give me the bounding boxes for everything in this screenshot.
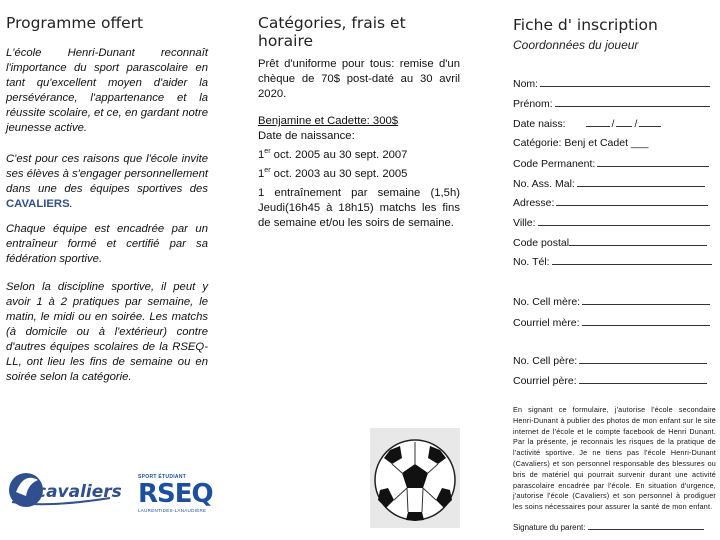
- naiss-day[interactable]: [586, 117, 610, 127]
- player-info-subtitle: Coordonnées du joueur: [513, 38, 639, 52]
- postal-line[interactable]: [569, 236, 707, 246]
- birth-date-label: Date de naissance:: [258, 130, 355, 142]
- cavaliers-name: CAVALIERS: [6, 198, 70, 210]
- adresse-line[interactable]: [556, 196, 708, 206]
- range2-day: 1: [258, 167, 265, 180]
- invite-text: C'est pour ces raisons que l'école invite ses élèves à s'engager personnellement dans une des équipes sportives des: [6, 153, 208, 195]
- programme-title: Programme offert: [6, 14, 144, 32]
- invite-end: .: [69, 198, 73, 210]
- category-fee: Benjamine et Cadette: 300$: [258, 115, 399, 127]
- field-categorie[interactable]: Catégorie: Benj et Cadet ___: [513, 137, 649, 149]
- cellp-label: No. Cell père:: [513, 355, 578, 367]
- cavaliers-logo: [6, 462, 122, 520]
- prenom-line[interactable]: [555, 97, 710, 107]
- range1-text: oct. 2005 au 30 sept. 2007: [270, 148, 408, 161]
- signature-line[interactable]: [588, 522, 704, 530]
- ass-line[interactable]: [577, 177, 705, 187]
- range2-text: oct. 2003 au 30 sept. 2005: [270, 167, 408, 180]
- field-tel[interactable]: [513, 255, 712, 268]
- field-code-postal[interactable]: [513, 236, 707, 249]
- rseq-logo-bottom: LAURENTIDES-LANAUDIÈRE: [138, 508, 207, 513]
- field-adresse[interactable]: [513, 196, 708, 209]
- field-ass-mal[interactable]: [513, 177, 705, 190]
- rseq-logo-text: RSEQ: [138, 479, 213, 509]
- ville-line[interactable]: [538, 216, 710, 226]
- naiss-label: Date naiss:: [513, 118, 566, 130]
- inscription-title: Fiche d' inscription: [513, 16, 658, 34]
- category-block: [258, 114, 460, 182]
- field-nom[interactable]: [513, 77, 710, 90]
- field-courriel-mere[interactable]: [513, 316, 710, 329]
- field-cell-mere[interactable]: [513, 295, 710, 308]
- birth-range-2: [258, 163, 460, 182]
- range1-day: 1: [258, 148, 265, 161]
- prenom-label: Prénom:: [513, 98, 553, 110]
- nom-label: Nom:: [513, 78, 539, 90]
- programme-intro: L'école Henri-Dunant reconnaît l'importance du sport parascolaire en tant qu'excellent moyen d'aider la persévérance, l'appartenance et la réussite scolaire, et ce, en gardant notre jeunesse active.: [6, 47, 208, 134]
- ville-label: Ville:: [513, 217, 536, 229]
- programme-coach: Chaque équipe est encadrée par un entraîneur formé et certifié par sa fédération sportive.: [6, 223, 208, 265]
- field-cell-pere[interactable]: [513, 354, 707, 367]
- field-date-naiss[interactable]: Date naiss: / /: [513, 117, 663, 130]
- tel-label: No. Tél:: [513, 256, 550, 268]
- cavaliers-logo-text: cavaliers: [36, 482, 122, 502]
- cellm-label: No. Cell mère:: [513, 296, 581, 308]
- adresse-label: Adresse:: [513, 197, 555, 209]
- signature-label: Signature du parent:: [513, 523, 586, 532]
- programme-schedule: Selon la discipline sportive, il peut y avoir 1 à 2 pratiques par semaine, le matin, le midi ou en soirée. Les matchs (à domicile ou à l'extérieur) contre d'autres équipes scolaires de la RSEQ-LL, ont lieu les fins de semaine ou en soirée selon la catégorie.: [6, 281, 208, 383]
- range1-sup: er: [264, 148, 271, 155]
- cellp-line[interactable]: [579, 354, 707, 364]
- rseq-logo: [138, 474, 222, 524]
- birth-range-1: [258, 144, 460, 163]
- soccer-ball-image: [370, 428, 460, 528]
- programme-invite: [6, 152, 208, 212]
- ass-label: No. Ass. Mal:: [513, 178, 575, 190]
- naiss-year[interactable]: [639, 117, 661, 127]
- field-prenom[interactable]: [513, 97, 710, 110]
- field-courriel-pere[interactable]: [513, 374, 707, 387]
- uniform-text: Prêt d'uniforme pour tous: remise d'un chèque de 70$ post-daté au 30 avril 2020.: [258, 58, 460, 100]
- field-signature[interactable]: [513, 522, 704, 532]
- courm-line[interactable]: [582, 316, 710, 326]
- range2-sup: er: [264, 166, 271, 174]
- field-code-permanent[interactable]: [513, 157, 709, 170]
- rseq-logo-top: SPORT ÉTUDIANT: [138, 474, 187, 480]
- code-label: Code Permanent:: [513, 158, 596, 170]
- code-line[interactable]: [597, 157, 709, 167]
- courp-label: Courriel père:: [513, 375, 577, 387]
- postal-label: Code postal: [513, 237, 570, 249]
- cellm-line[interactable]: [582, 295, 710, 305]
- courp-line[interactable]: [579, 374, 707, 384]
- nom-line[interactable]: [540, 77, 710, 87]
- naiss-month[interactable]: [616, 117, 632, 127]
- training-schedule: 1 entraînement par semaine (1,5h) Jeudi(16h45 à 18h15) matchs les fins de semaine et/ou les soirs de semaine.: [258, 187, 460, 229]
- categories-title: Catégories, frais et horaire: [258, 14, 406, 50]
- field-ville[interactable]: [513, 216, 710, 229]
- tel-line[interactable]: [552, 255, 712, 265]
- courm-label: Courriel mère:: [513, 317, 580, 329]
- consent-text: En signant ce formulaire, j'autorise l'école secondaire Henri-Dunant à publier des photos de mon enfant sur le site internet de l'école et le compte facebook de Henri Dunant. Par la présente, je reconnais les risques de la pratique de l'activité sportive. Je ne tiens pas l'école Henri-Dunant (Cavaliers) et son personnel responsable des blessures ou bris de matériel qui pourrait survenir durant une activité parascolaire encadrée par l'école. En situation d'urgence, j'autorise l'école (Cavaliers) et son personnel à prodiguer les soins nécessaires pour assurer la santé de mon enfant.: [513, 405, 716, 512]
